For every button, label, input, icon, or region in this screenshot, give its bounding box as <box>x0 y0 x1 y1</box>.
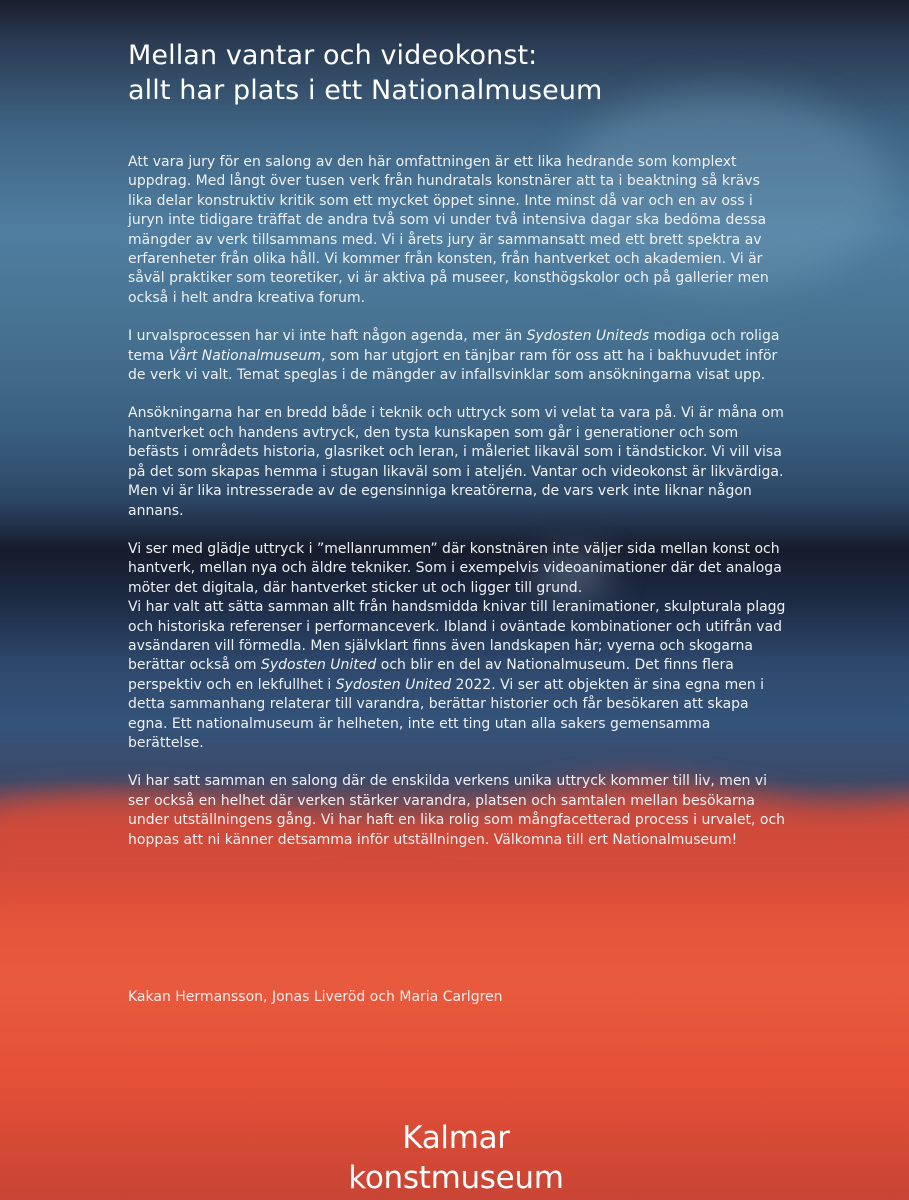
paragraph-2 <box>128 327 788 385</box>
paragraph-2-italic-2: Vårt Nationalmuseum <box>168 347 322 364</box>
paragraph-2-text-b: modiga och roliga tema <box>128 328 780 364</box>
paragraph-4-text-b: Vi har valt att sätta samman allt från handsmidda knivar till leranimationer, skulpturala plagg och historiska referenser i performanceverk. Ibland i oväntade kombinationer och utifrån vad avsändaren vill förmedla. Men självklart finns även landskapen här; vyerna och skogarna berättar också om <box>128 599 786 674</box>
paragraph-4-italic-1: Sydosten United <box>260 657 377 674</box>
paragraph-1: Att vara jury för en salong av den här omfattningen är ett lika hedrande som komplext uppdrag. Med långt över tusen verk från hundratals konstnärer att ta i beaktning så krävs lika delar konstruktiv kritik som ett mycket öppet sinne. Inte minst då var och en av oss i juryn inte tidigare träffat de andra två som vi under två intensiva dagar ska bedöma dessa mängder av verk tillsammans med. Vi i årets jury är sammansatt med ett brett spektra av erfarenheter från olika håll. Vi kommer från konsten, från hantverket och akademien. Vi är såväl praktiker som teoretiker, vi är aktiva på museer, konsthögskolor och på gallerier men också i helt andra kreativa forum. <box>128 154 769 306</box>
page-title <box>128 38 788 108</box>
paragraph-2-italic-1: Sydosten Uniteds <box>526 328 650 345</box>
paragraph-5: Vi har satt samman en salong där de enskilda verkens unika uttryck kommer till liv, men vi ser också en helhet där verken stärker varandra, platsen och samtalen mellan besökarna under utställningens gång. Vi har haft en lika rolig som mångfacetterad process i urvalet, och hoppas att ni känner detsamma inför utställningen. Välkomna till ert Nationalmuseum! <box>128 773 786 848</box>
article-body <box>128 153 788 869</box>
paragraph-4-text-d: 2022. Vi ser att objekten är sina egna men i detta sammanhang relaterar till varandra, berättar historier och får besökaren att skapa egna. Ett nationalmuseum är helheten, inte ett ting utan alla sakers gemensamma berättelse. <box>128 676 765 751</box>
paragraph-2-text-a: I urvalsprocessen har vi inte haft någon agenda, mer än <box>128 328 527 345</box>
signature: Kakan Hermansson, Jonas Liveröd och Maria Carlgren <box>128 989 503 1005</box>
title-line-2: allt har plats i ett Nationalmuseum <box>128 75 603 106</box>
header <box>128 38 788 108</box>
paragraph-4-text-a: Vi ser med glädje uttryck i ”mellanrummen” där konstnären inte väljer sida mellan konst och hantverk, mellan nya och äldre tekniker. Som i exempelvis videoanimationer där det analoga möter det digitala, där hantverket sticker ut och ligger till grund. <box>128 540 782 596</box>
paragraph-2-text-c: , som har utgjort en tänjbar ram för oss att ha i bakhuvudet inför de verk vi valt. Temat speglas i de mängder av infallsvinklar som ansökningarna visat upp. <box>128 347 778 384</box>
paragraph-3: Ansökningarna har en bredd både i teknik och uttryck som vi velat ta vara på. Vi är måna om hantverket och handens avtryck, den tysta kunskapen som går i generationer och som befästs i områdets historia, glasriket och leran, i måleriet likaväl som i tändstickor. Vi vill visa på det som skapas hemma i stugan likaväl som i ateljén. Vantar och videokonst är likvärdiga. Men vi är lika intresserade av de egensinniga kreatörerna, de vars verk inte liknar någon annans. <box>128 405 784 519</box>
museum-logo: Kalmar konstmuseum <box>348 1120 564 1196</box>
paragraph-4-text-c: och blir en del av Nationalmuseum. Det finns flera perspektiv och en lekfullhet i <box>128 657 734 693</box>
paragraph-4-italic-2: Sydosten United <box>335 676 452 693</box>
paragraph-4 <box>128 540 788 753</box>
title-line-1: Mellan vantar och videokonst: <box>128 40 538 71</box>
